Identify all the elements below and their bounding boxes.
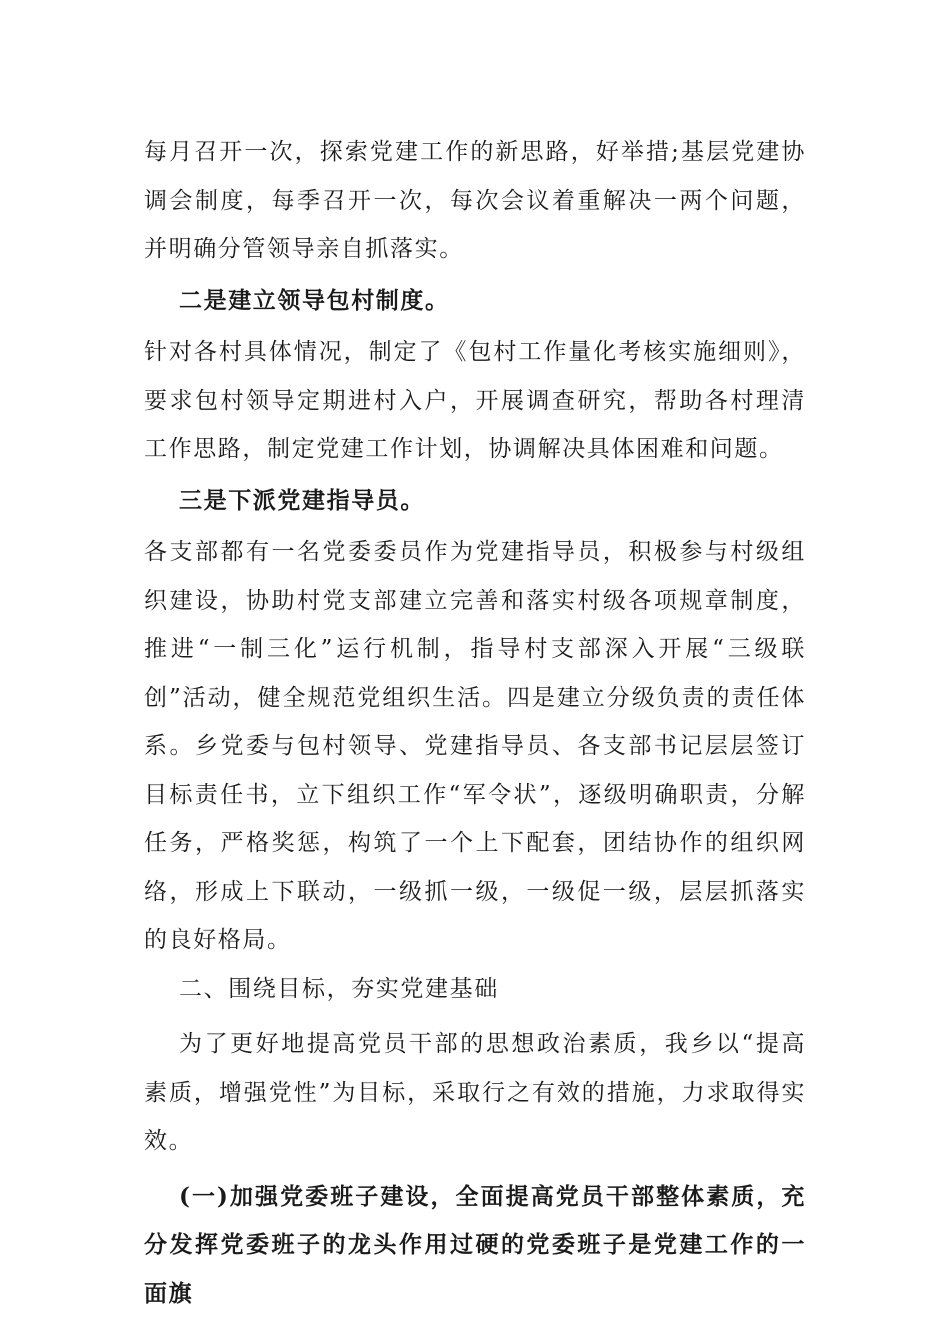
- subheading-bold: 二是建立领导包村制度。: [179, 286, 450, 314]
- bold-paragraph-indented: (一)加强党委班子建设，全面提高党员干部整体素质，充分发挥党委班子的龙头作用过硬的党委班子是党建工作的一面旗: [144, 1182, 806, 1307]
- body-paragraph: 针对各村具体情况，制定了《包村工作量化考核实施细则》，要求包村领导定期进村入户，开展调查研究，帮助各村理清工作思路，制定党建工作计划，协调解决具体困难和问题。: [144, 339, 806, 462]
- document-body: [144, 128, 806, 1318]
- body-paragraph: 每月召开一次，探索党建工作的新思路，好举措;基层党建协调会制度，每季召开一次，每次会议着重解决一两个问题，并明确分管领导亲自抓落实。: [144, 139, 806, 262]
- section-heading: 二、围绕目标，夯实党建基础: [179, 975, 499, 1002]
- subheading-bold: 三是下派党建指导员。: [179, 486, 425, 514]
- body-paragraph-indented: 为了更好地提高党员干部的思想政治素质，我乡以“提高素质，增强党性”为目标，采取行之有效的措施，力求取得实效。: [144, 1031, 806, 1154]
- body-paragraph: 各支部都有一名党委委员作为党建指导员，积极参与村级组织建设，协助村党支部建立完善和落实村级各项规章制度，推进“一制三化”运行机制，指导村支部深入开展“三级联创”活动，健全规范党组织生活。四是建立分级负责的责任体系。乡党委与包村领导、党建指导员、各支部书记层层签订目标责任书，立下组织工作“军令状”，逐级明确职责，分解任务，严格奖惩，构筑了一个上下配套，团结协作的组织网络，形成上下联动，一级抓一级，一级促一级，层层抓落实的良好格局。: [144, 539, 806, 953]
